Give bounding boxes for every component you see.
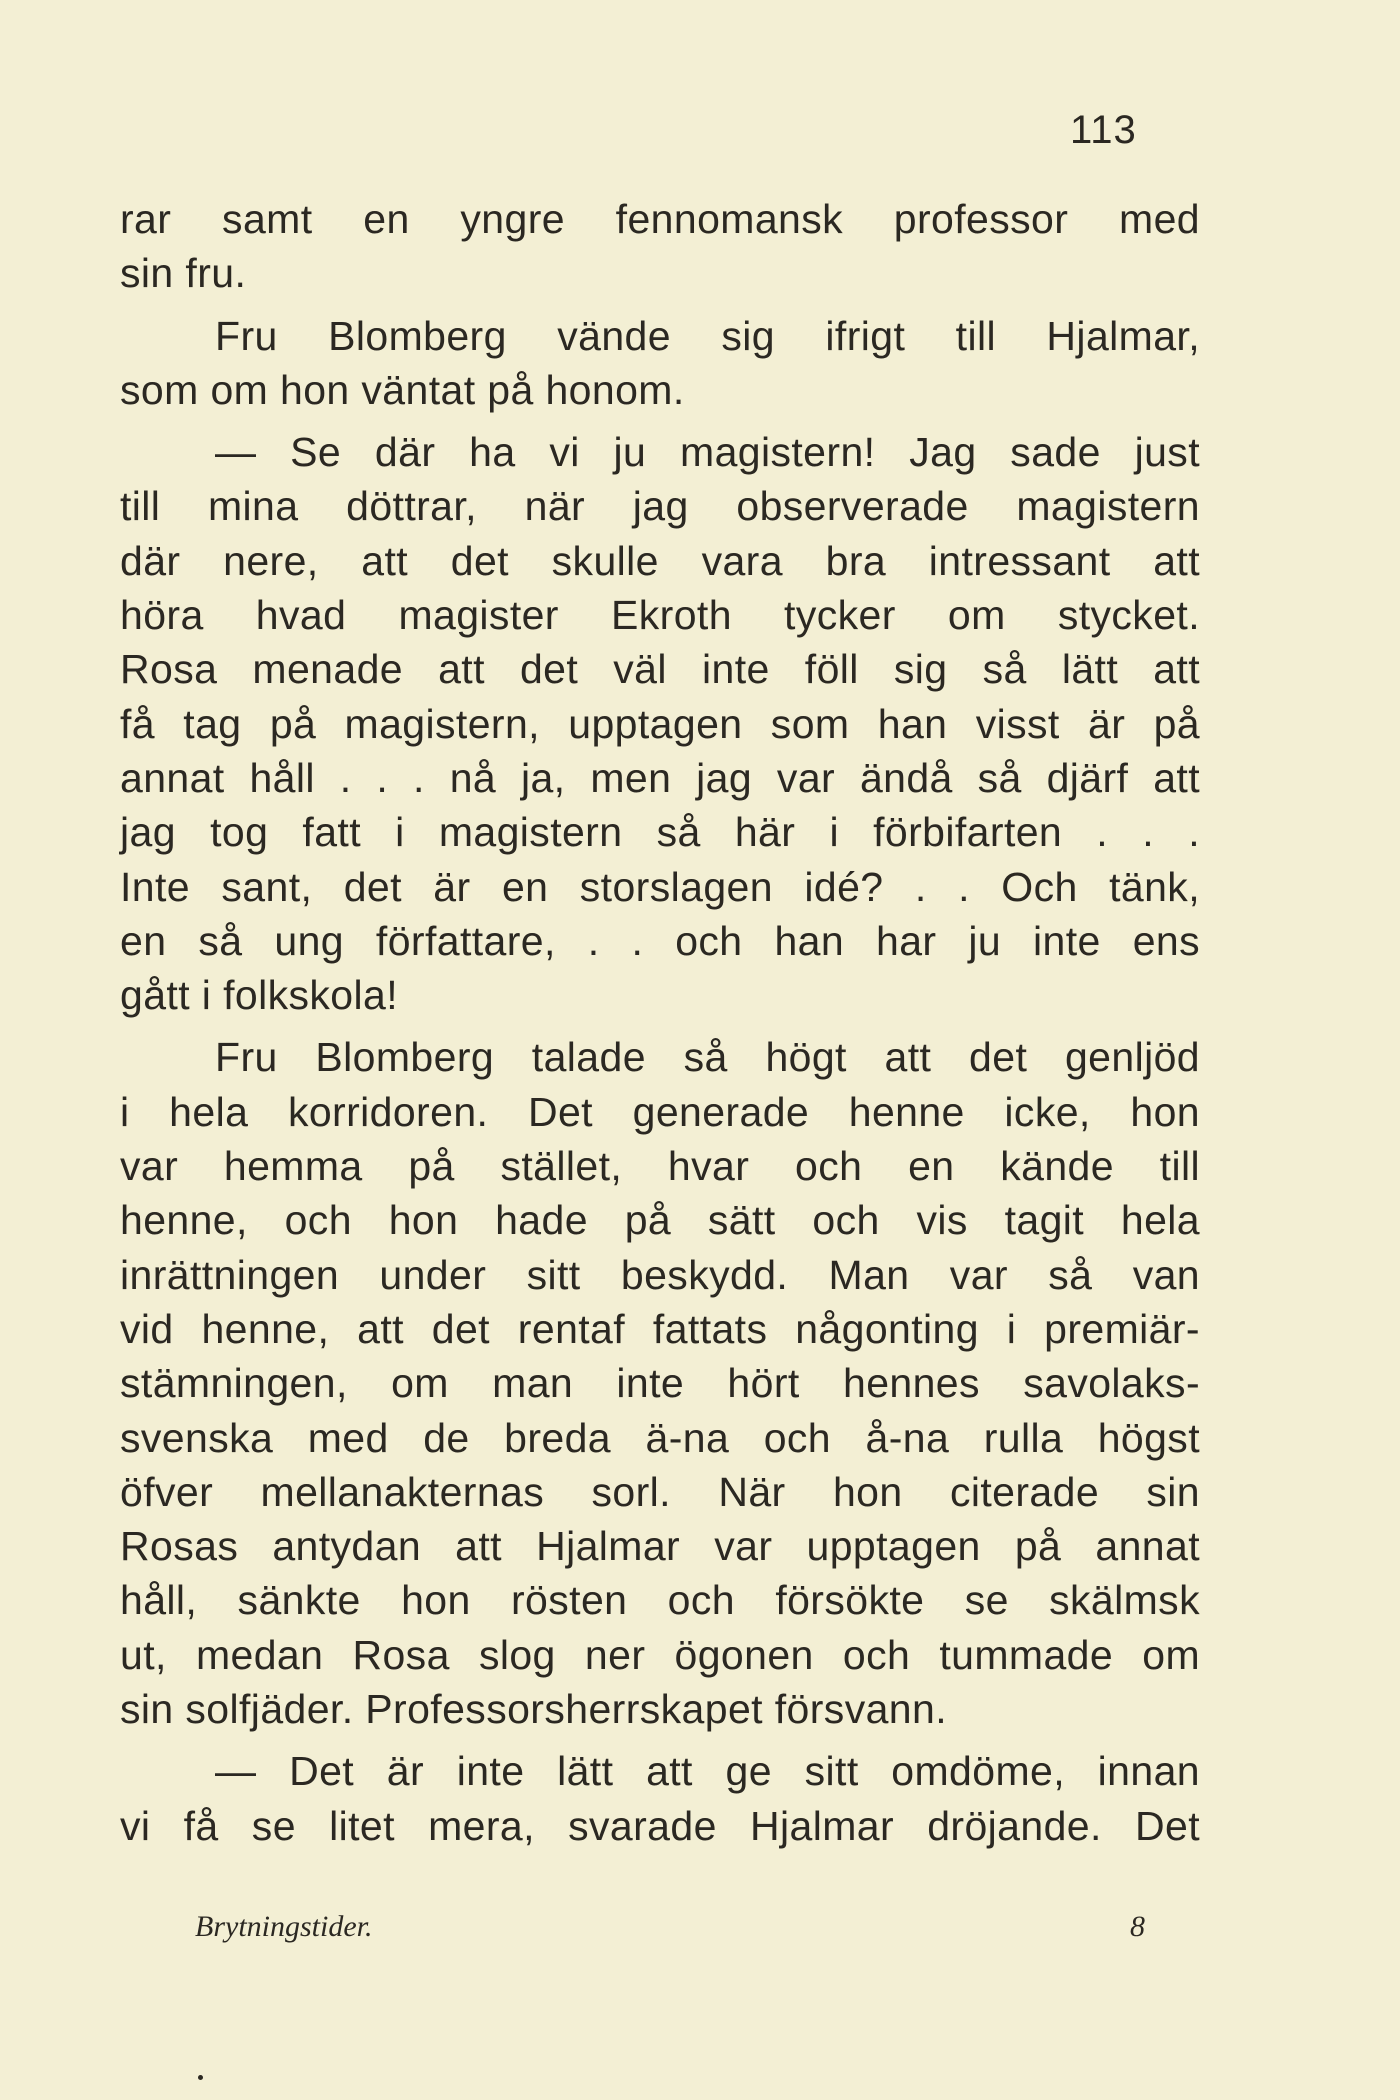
text-line: Rosa menade att det väl inte föll sig så lätt att [120,646,1200,693]
text-line: annat håll . . . nå ja, men jag var ändå så djärf att [120,754,1200,801]
text-line: Rosas antydan att Hjalmar var upptagen på annat [120,1523,1200,1570]
text-line: — Det är inte lätt att ge sitt omdöme, innan [215,1748,1200,1795]
ink-speck [198,2075,203,2080]
text-line: sin solfjäder. Professorsherrskapet försvann. [120,1686,947,1733]
text-line: ut, medan Rosa slog ner ögonen och tummade om [120,1631,1200,1678]
text-line: få tag på magistern, upptagen som han visst är på [120,700,1200,747]
signature-mark: Brytningstider. [195,1910,373,1943]
text-line: till mina döttrar, när jag observerade magistern [120,483,1200,530]
text-line: där nere, att det skulle vara bra intressant att [120,537,1200,584]
text-line: Fru Blomberg talade så högt att det genljöd [215,1034,1200,1081]
text-line: gått i folkskola! [120,972,398,1019]
text-line: öfver mellanakternas sorl. När hon citerade sin [120,1468,1200,1515]
text-line: jag tog fatt i magistern så här i förbifarten . . . [120,809,1200,856]
text-line: höra hvad magister Ekroth tycker om stycket. [120,592,1200,639]
text-line: inrättningen under sitt beskydd. Man var så van [120,1251,1200,1298]
page-number: 113 [1070,108,1137,152]
text-line: stämningen, om man inte hört hennes savolaks- [120,1360,1200,1407]
text-line: vi få se litet mera, svarade Hjalmar dröjande. Det [120,1802,1200,1849]
body-text [120,192,1200,1853]
text-line: Fru Blomberg vände sig ifrigt till Hjalmar, [215,312,1200,359]
text-line: rar samt en yngre fennomansk professor med [120,196,1200,242]
text-line: — Se där ha vi ju magistern! Jag sade just [215,429,1200,476]
text-line: var hemma på stället, hvar och en kände till [120,1143,1200,1190]
text-line: som om hon väntat på honom. [120,366,685,413]
text-line: håll, sänkte hon rösten och försökte se skälmsk [120,1577,1200,1624]
text-line: svenska med de breda ä-na och å-na rulla högst [120,1414,1200,1461]
text-line: en så ung författare, . . och han har ju inte ens [120,917,1200,964]
page-footer [195,1910,1145,1944]
sheet-mark: 8 [1130,1910,1145,1943]
text-line: henne, och hon hade på sätt och vis tagit hela [120,1197,1200,1244]
text-line: i hela korridoren. Det generade henne icke, hon [120,1088,1200,1135]
text-line: vid henne, att det rentaf fattats någonting i premiär- [120,1305,1200,1352]
text-line: sin fru. [120,250,247,297]
text-line: Inte sant, det är en storslagen idé? . . Och tänk, [120,863,1200,910]
